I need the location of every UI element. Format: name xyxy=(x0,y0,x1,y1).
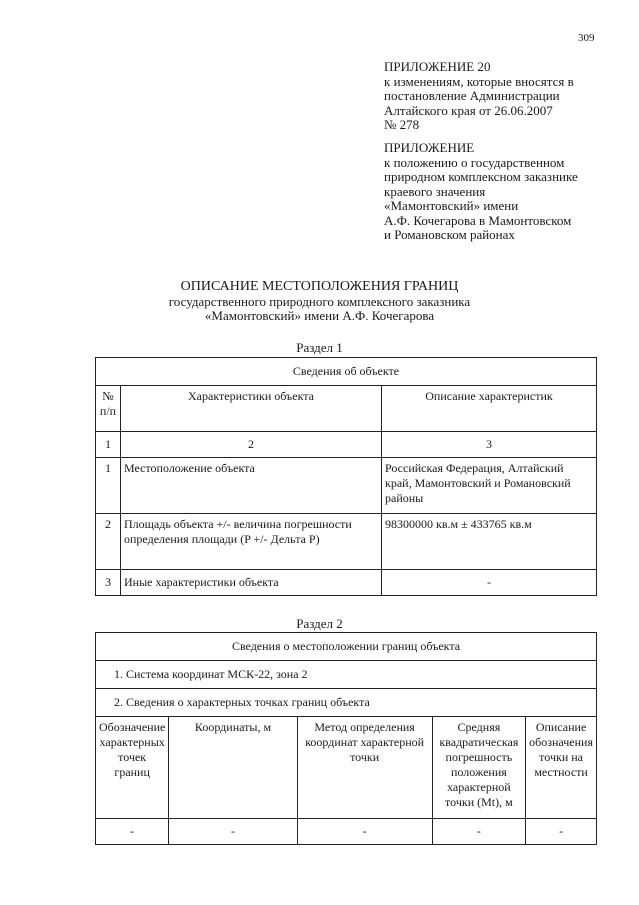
cell: - xyxy=(297,819,432,845)
cell: - xyxy=(96,819,169,845)
section1-table xyxy=(95,357,597,596)
index-cell: 1 xyxy=(96,432,121,458)
annex20-line: Алтайского края от 26.06.2007 xyxy=(384,102,553,118)
row-char: Иные характеристики объекта xyxy=(121,570,382,596)
coord-system: 1. Система координат МСК-22, зона 2 xyxy=(96,661,597,689)
col-description-header: Описание обозначения точки на местности xyxy=(526,717,597,819)
annex20-line: к изменениям, которые вносятся в xyxy=(384,73,574,89)
page-number: 309 xyxy=(578,32,595,44)
table-row xyxy=(96,570,597,596)
row-num: 2 xyxy=(96,514,121,570)
annex-line: «Мамонтовский» имени xyxy=(384,198,519,213)
annex-line: А.Ф. Кочегарова в Мамонтовском xyxy=(384,212,572,228)
row-num: 3 xyxy=(96,570,121,596)
section2-table xyxy=(95,632,597,845)
annex-line: и Романовском районах xyxy=(384,227,515,242)
annex-title: ПРИЛОЖЕНИЕ xyxy=(384,140,475,155)
section2-caption: Раздел 2 xyxy=(296,616,343,631)
cell: - xyxy=(432,819,526,845)
row-num: 1 xyxy=(96,458,121,514)
annex20-line: постановление Администрации xyxy=(384,88,560,103)
row-desc: Российская Федерация, Алтайский край, Мамонтовский и Романовский районы xyxy=(382,458,597,514)
col-designation-header: Обозначение характерных точек границ xyxy=(96,717,169,819)
annex-line: краевого значения xyxy=(384,183,486,199)
index-cell: 2 xyxy=(121,432,382,458)
row-char: Площадь объекта +/- величина погрешности определения площади (P +/- Дельта P) xyxy=(121,514,382,570)
annex-line: к положению о государственном xyxy=(384,154,565,170)
index-cell: 3 xyxy=(382,432,597,458)
col-desc-header: Описание характеристик xyxy=(382,386,597,432)
annex-block xyxy=(384,141,578,243)
annex-line: природном комплексном заказнике xyxy=(384,169,578,184)
col-char-header: Характеристики объекта xyxy=(121,386,382,432)
row-desc: 98300000 кв.м ± 433765 кв.м xyxy=(382,514,597,570)
col-error-header: Средняя квадратическая погрешность положения характерной точки (Mt), м xyxy=(432,717,526,819)
annex20-block xyxy=(384,60,574,133)
title-main: ОПИСАНИЕ МЕСТОПОЛОЖЕНИЯ ГРАНИЦ xyxy=(180,279,459,294)
col-coordinates-header: Координаты, м xyxy=(169,717,297,819)
row-char: Местоположение объекта xyxy=(121,458,382,514)
section1-header: Сведения об объекте xyxy=(96,358,597,386)
section1-caption: Раздел 1 xyxy=(296,340,343,355)
points-info: 2. Сведения о характерных точках границ объекта xyxy=(96,689,597,717)
annex20-title: ПРИЛОЖЕНИЕ 20 xyxy=(384,59,491,74)
section2-header: Сведения о местоположении границ объекта xyxy=(96,633,597,661)
table-row xyxy=(96,458,597,514)
table-row xyxy=(96,819,597,845)
title-sub1: государственного природного комплексного заказника xyxy=(168,293,471,309)
table-row xyxy=(96,514,597,570)
document-title xyxy=(0,280,639,324)
annex20-line: № 278 xyxy=(384,117,420,132)
col-num-header: № п/п xyxy=(96,386,121,432)
col-method-header: Метод определения координат характерной точки xyxy=(297,717,432,819)
row-desc: - xyxy=(382,570,597,596)
cell: - xyxy=(526,819,597,845)
cell: - xyxy=(169,819,297,845)
title-sub2: «Мамонтовский» имени А.Ф. Кочегарова xyxy=(204,308,435,323)
